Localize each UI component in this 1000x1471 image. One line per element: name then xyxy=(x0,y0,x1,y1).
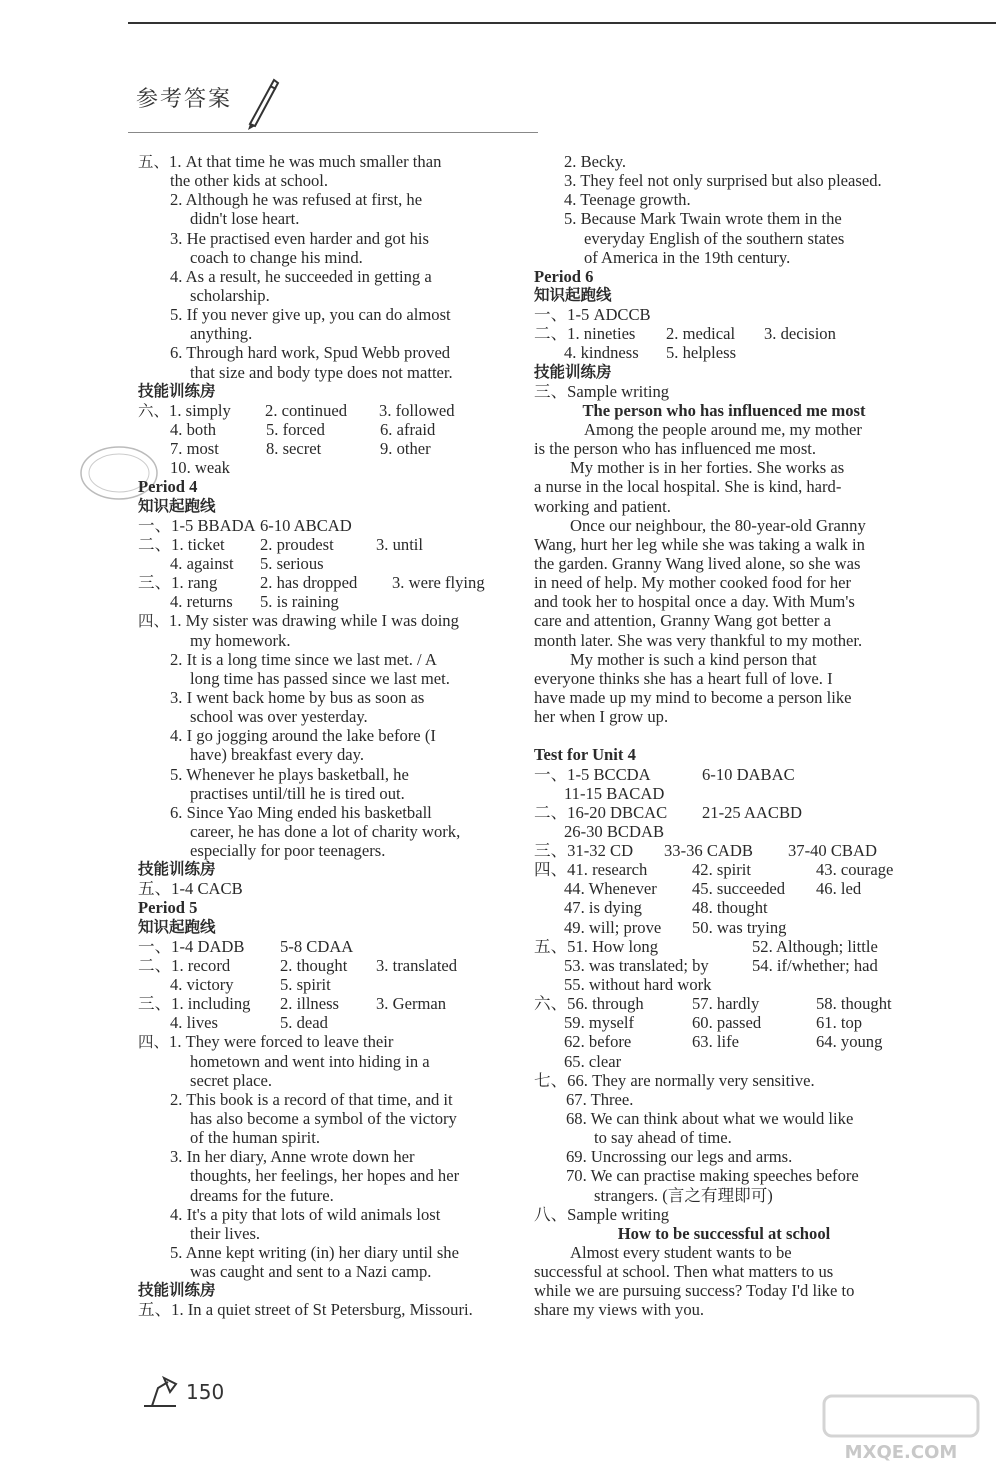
answer-line: 2. This book is a record of that time, and it xyxy=(170,1089,453,1109)
answer-item: 3. followed xyxy=(379,400,455,420)
test-title: Test for Unit 4 xyxy=(534,745,636,765)
period-title: Period 6 xyxy=(534,266,594,286)
answer-item: 54. if/whether; had xyxy=(752,955,878,975)
answer-line: secret place. xyxy=(190,1070,272,1090)
answer-item: 一、1-5 BCCDA xyxy=(534,764,651,784)
answer-item: 2. medical xyxy=(666,324,736,344)
answer-item: 9. other xyxy=(380,439,431,459)
answer-item: 53. was translated; by xyxy=(564,955,709,975)
answer-line: 1. My sister was drawing while I was doing xyxy=(169,611,459,631)
answer-item: 4. victory xyxy=(170,975,234,995)
essay-line: the garden. Granny Wang lived alone, so she was xyxy=(534,553,861,573)
answer-line: 4. As a result, he succeeded in getting a xyxy=(170,266,432,286)
answer-line: of the human spirit. xyxy=(190,1128,320,1148)
essay-line: working and patient. xyxy=(534,496,671,516)
answer-line: have) breakfast every day. xyxy=(190,745,364,765)
answer-item: 5. spirit xyxy=(280,975,331,995)
answer-item: 2. continued xyxy=(265,400,348,420)
answer-item: 三、1. rang xyxy=(138,573,218,593)
section-heading: 知识起跑线 xyxy=(138,496,216,515)
section-heading: 知识起跑线 xyxy=(534,285,612,304)
answer-item: 三、31-32 CD xyxy=(534,841,634,861)
answer-line: 3. I went back home by bus as soon as xyxy=(170,687,425,707)
answer-item: 3. were flying xyxy=(392,573,485,593)
answer-item: 5. forced xyxy=(266,419,325,439)
answer-line: of America in the 19th century. xyxy=(584,247,791,267)
section-heading: 技能训练房 xyxy=(138,860,216,879)
answer-line: dreams for the future. xyxy=(190,1185,334,1205)
essay-line: successful at school. Then what matters to us xyxy=(534,1262,834,1282)
answer-item: 47. is dying xyxy=(564,898,642,918)
watermark-text: MXQE.COM xyxy=(844,1442,958,1463)
answer-line: has also become a symbol of the victory xyxy=(190,1109,457,1129)
essay-line: is the person who has influenced me most. xyxy=(534,439,817,459)
answer-line: 3. In her diary, Anne wrote down her xyxy=(170,1147,415,1167)
answer-item: 2. illness xyxy=(280,994,340,1014)
answer-item: 37-40 CBAD xyxy=(788,841,877,861)
answer-item: 21-25 AACBD xyxy=(702,802,803,822)
answer-item: 八、Sample writing xyxy=(534,1204,670,1224)
answer-line: 4. I go jogging around the lake before (I xyxy=(170,726,436,746)
answer-line: 6. Since Yao Ming ended his basketball xyxy=(170,802,432,822)
answer-item: 5. helpless xyxy=(666,343,737,363)
answer-line: 5. If you never give up, you can do almost xyxy=(170,305,451,325)
essay-line: her when I grow up. xyxy=(534,707,669,727)
answer-item: 4. both xyxy=(170,419,217,439)
watermark-logo xyxy=(806,1390,996,1466)
answer-item: 一、1-5 BBADA xyxy=(138,515,256,535)
answer-item: 10. weak xyxy=(170,458,230,478)
answer-item: 二、1. ticket xyxy=(138,534,225,554)
answer-item: 6-10 DABAC xyxy=(702,764,795,784)
answer-item: 五、1-4 CACB xyxy=(138,879,243,899)
answer-line: 5. Whenever he plays basketball, he xyxy=(170,764,409,784)
answer-line: scholarship. xyxy=(190,285,270,305)
page-number: 150 xyxy=(186,1380,225,1404)
answer-line: everyday English of the southern states xyxy=(584,228,845,248)
essay-line: Once our neighbour, the 80-year-old Granny xyxy=(570,515,866,535)
answer-line: 七、66. They are normally very sensitive. xyxy=(534,1070,815,1090)
section-heading: 技能训练房 xyxy=(534,362,612,381)
section-label: 六、 xyxy=(138,401,170,420)
answer-item: 64. young xyxy=(816,1032,883,1052)
answer-line: that size and body type does not matter. xyxy=(190,362,453,382)
essay-line: everyone thinks she has a heart full of love. I xyxy=(534,668,833,688)
answer-item: 62. before xyxy=(564,1032,632,1052)
answer-line: to say ahead of time. xyxy=(594,1128,732,1148)
answer-item: 4. lives xyxy=(170,1013,218,1033)
answer-item: 4. returns xyxy=(170,592,233,612)
pen-icon xyxy=(240,74,284,130)
section-label: 五、 xyxy=(138,153,170,171)
answer-item: 3. decision xyxy=(764,324,836,344)
answer-line: strangers. (言之有理即可) xyxy=(594,1185,773,1205)
essay-line: Among the people around me, my mother xyxy=(584,419,862,439)
answer-line: coach to change his mind. xyxy=(190,247,363,267)
answer-item: 4. against xyxy=(170,553,234,573)
answer-item: 26-30 BCDAB xyxy=(564,821,665,841)
answer-item: 一、1-4 DADB xyxy=(138,936,245,956)
answer-item: 7. most xyxy=(170,439,219,459)
answer-item: 61. top xyxy=(816,1013,863,1033)
answer-line: anything. xyxy=(190,324,253,344)
answer-item: 58. thought xyxy=(816,994,892,1014)
answer-item: 33-36 CADB xyxy=(664,841,753,861)
right-column xyxy=(534,152,914,1320)
answer-item: 二、1. record xyxy=(138,955,231,975)
answer-line: their lives. xyxy=(190,1223,261,1243)
left-column xyxy=(138,152,518,1320)
answer-item: 8. secret xyxy=(266,439,322,459)
essay-line: a nurse in the local hospital. She is kind, hard- xyxy=(534,477,842,497)
period-title: Period 5 xyxy=(138,898,198,918)
answer-item: 二、16-20 DBCAC xyxy=(534,802,668,822)
answer-item: 65. clear xyxy=(564,1051,622,1071)
section-heading: 技能训练房 xyxy=(138,381,216,400)
answer-item: 二、1. nineties xyxy=(534,324,636,344)
section-heading: 技能训练房 xyxy=(138,1281,216,1300)
answer-item: 3. German xyxy=(376,994,447,1014)
answer-line: didn't lose heart. xyxy=(190,209,300,229)
answer-line: 5. Because Mark Twain wrote them in the xyxy=(564,209,842,229)
header-rule xyxy=(128,132,538,133)
essay-line: share my views with you. xyxy=(534,1300,705,1320)
answer-line: school was over yesterday. xyxy=(190,707,368,727)
answer-item: 6-10 ABCAD xyxy=(260,515,352,535)
lamp-icon xyxy=(138,1374,182,1410)
answer-item: 5. serious xyxy=(260,553,324,573)
essay-line: and took her to hospital once a day. With Mum's xyxy=(534,592,855,612)
answer-line: 2. Becky. xyxy=(564,152,627,171)
answer-item: 2. thought xyxy=(280,955,348,975)
answer-line: my homework. xyxy=(190,630,291,650)
answer-line: 67. Three. xyxy=(566,1089,634,1109)
answer-line: 五、1. In a quiet street of St Petersburg, Missouri. xyxy=(138,1300,473,1320)
answer-item: 三、1. including xyxy=(138,994,251,1014)
answer-line: 6. Through hard work, Spud Webb proved xyxy=(170,343,451,363)
answer-item: 5. dead xyxy=(280,1013,328,1033)
answer-item: 4. kindness xyxy=(564,343,639,363)
answer-item: 11-15 BACAD xyxy=(564,783,665,803)
answer-line: 2. Although he was refused at first, he xyxy=(170,190,423,210)
essay-line: in need of help. My mother cooked food for her xyxy=(534,573,852,593)
answer-item: 2. proudest xyxy=(260,534,334,554)
answer-item: 5. is raining xyxy=(260,592,339,612)
answer-item: 55. without hard work xyxy=(564,975,712,995)
section-heading: 知识起跑线 xyxy=(138,917,216,936)
answer-line: practises until/till he is tired out. xyxy=(190,783,405,803)
answer-item: 57. hardly xyxy=(692,994,760,1014)
answer-line: 1. At that time he was much smaller than xyxy=(169,152,442,171)
answer-line: was caught and sent to a Nazi camp. xyxy=(190,1262,432,1282)
essay-line: Wang, hurt her leg while she was taking a walk in xyxy=(534,534,865,554)
answer-line: 3. They feel not only surprised but also pleased. xyxy=(564,171,882,191)
essay-line: while we are pursuing success? Today I'd like to xyxy=(534,1281,855,1301)
essay-title: How to be successful at school xyxy=(617,1223,831,1243)
answer-line: 5. Anne kept writing (in) her diary until she xyxy=(170,1243,459,1263)
essay-line: have made up my mind to become a person like xyxy=(534,687,852,707)
answer-item: 1. simply xyxy=(169,400,231,420)
answer-item: 60. passed xyxy=(692,1013,762,1033)
answer-item: 5-8 CDAA xyxy=(280,936,354,956)
answer-item: 6. afraid xyxy=(380,419,436,439)
answer-item: 四、41. research xyxy=(534,860,648,880)
answer-line: 4. Teenage growth. xyxy=(564,190,691,210)
answer-item: 3. until xyxy=(376,534,424,554)
section-label: 四、 xyxy=(138,1033,170,1052)
answer-item: 48. thought xyxy=(692,898,768,918)
answer-item: 49. will; prove xyxy=(564,917,662,937)
answer-item: 一、1-5 ADCCB xyxy=(534,305,651,325)
answer-item: 50. was trying xyxy=(692,917,787,937)
essay-line: month later. She was very thankful to my mother. xyxy=(534,630,863,650)
answer-item: 六、56. through xyxy=(534,994,644,1014)
answer-item: 五、51. How long xyxy=(534,936,658,956)
answer-item: 2. has dropped xyxy=(260,573,358,593)
answer-item: 42. spirit xyxy=(692,860,752,880)
answer-item: 44. Whenever xyxy=(564,879,657,899)
answer-line: 1. They were forced to leave their xyxy=(169,1032,394,1052)
answer-line: thoughts, her feelings, her hopes and her xyxy=(190,1166,460,1186)
answer-line: 69. Uncrossing our legs and arms. xyxy=(566,1147,793,1167)
answer-item: 46. led xyxy=(816,879,862,899)
answer-line: career, he has done a lot of charity work, xyxy=(190,821,461,841)
answer-item: 三、Sample writing xyxy=(534,381,670,401)
period-title: Period 4 xyxy=(138,477,198,497)
answer-line: 70. We can practise making speeches before xyxy=(566,1166,859,1186)
page-header: 参考答案 xyxy=(136,87,233,112)
answer-item: 3. translated xyxy=(376,955,458,975)
essay-title: The person who has influenced me most xyxy=(582,400,866,420)
essay-line: Almost every student wants to be xyxy=(570,1243,792,1263)
answer-line: 2. It is a long time since we last met. / A xyxy=(170,649,437,669)
answer-line: 68. We can think about what we would like xyxy=(566,1109,854,1129)
top-rule xyxy=(128,22,996,24)
section-label: 四、 xyxy=(138,612,170,631)
answer-line: 4. It's a pity that lots of wild animals lost xyxy=(170,1204,441,1224)
answer-line: especially for poor teenagers. xyxy=(190,841,386,861)
answer-item: 63. life xyxy=(692,1032,740,1052)
essay-line: My mother is such a kind person that xyxy=(570,649,817,669)
essay-line: care and attention, Granny Wang got better a xyxy=(534,611,831,631)
answer-item: 52. Although; little xyxy=(752,936,878,956)
answer-item: 59. myself xyxy=(564,1013,635,1033)
answer-line: long time has passed since we last met. xyxy=(190,668,450,688)
essay-line: My mother is in her forties. She works as xyxy=(570,458,845,478)
answer-line: the other kids at school. xyxy=(170,171,329,191)
answer-line: 3. He practised even harder and got his xyxy=(170,228,429,248)
answer-item: 43. courage xyxy=(816,860,894,880)
answer-line: hometown and went into hiding in a xyxy=(190,1051,430,1071)
answer-item: 45. succeeded xyxy=(692,879,786,899)
